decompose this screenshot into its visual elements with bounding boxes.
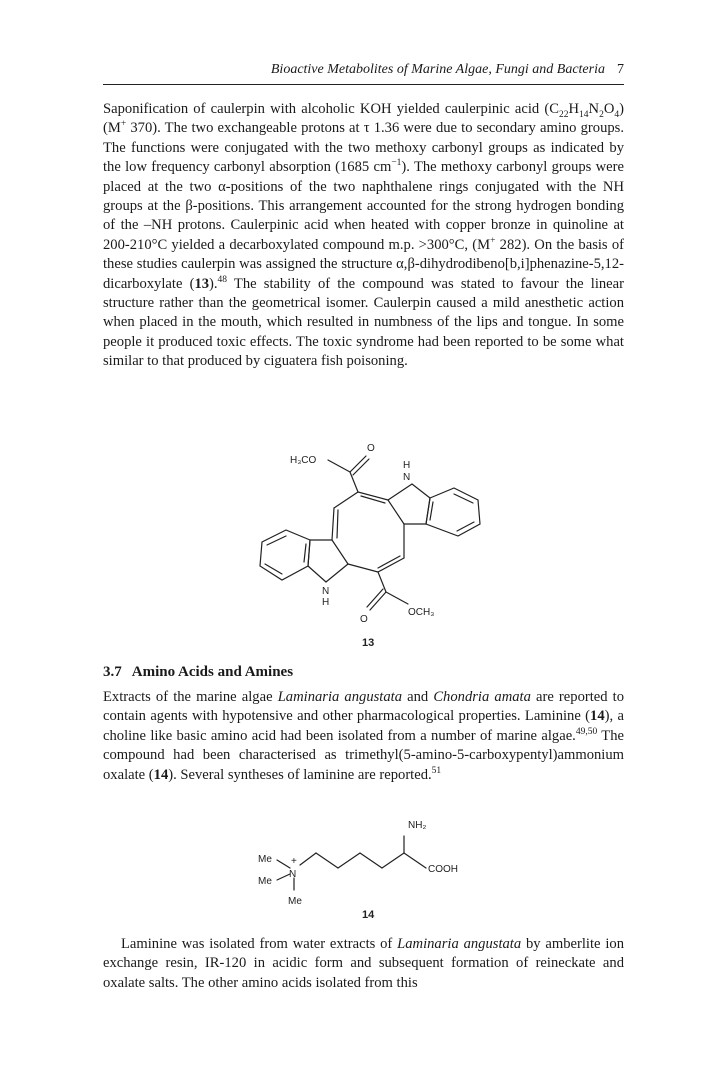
label-me-1: Me	[258, 854, 272, 865]
text-span: ). Several syntheses of laminine are reported.	[168, 766, 432, 783]
text-span: ), a choline like basic amino acid had been isolated from a number of marine algae.	[103, 708, 624, 744]
species-name: Chondria amata	[433, 689, 531, 705]
running-header	[103, 62, 624, 85]
label-h-bottom: H	[322, 597, 330, 608]
subscript: 2	[599, 109, 604, 120]
label-plus: +	[291, 856, 297, 867]
label-o-top: O	[367, 443, 375, 454]
citation-ref: 49,50	[575, 726, 598, 737]
text-span: 282). On the basis of these studies caulerpin was assigned the structure α,β-dihydrodibeno[b,i]phenazine-5,12-dicarboxylate (	[103, 236, 624, 292]
label-cooh: COOH	[428, 864, 458, 875]
structure-13-caulerpin	[240, 432, 500, 652]
text-span: Laminine was isolated from water extracts of	[121, 936, 398, 952]
text-span: O	[603, 101, 615, 117]
text-span: ). The methoxy carbonyl groups were placed at the two α-positions of the two naphthalene rings conjugated with the NH groups at the β-positions. This arrangement accounted for the strong hydrogen bonding of the –NH protons. Caulerpinic acid when heated with copper bronze in quinoline at 200-210°C yielded a decarboxylated compound m.p. >300°C, (M	[103, 159, 624, 253]
subscript: 22	[558, 109, 569, 120]
text-span: by amberlite ion exchange resin, IR-120 in acidic form and subsequent formation of reineckate and oxalate salts. The other amino acids isolated from this	[103, 936, 624, 991]
paragraph-laminine-isolation	[103, 935, 624, 993]
species-name: Laminaria angustata	[277, 689, 403, 705]
label-h-top: H	[403, 460, 411, 471]
label-nh2: NH₂	[408, 820, 427, 831]
text-span: ) (M	[103, 101, 624, 137]
section-heading	[103, 664, 293, 681]
label-och3: OCH₃	[408, 607, 435, 618]
structure-14-laminine	[250, 818, 490, 922]
paragraph-caulerpin	[103, 100, 624, 372]
text-span: The stability of the compound was stated to favour the linear structure rather than the geometrical isomer. Caulerpin caused a mild anesthetic action when placed in the mouth, which resulted in numbness of the lips and tongue. In some people it produced toxic effects. The toxic syndrome had been reported to be some what similar to that produced by ciguatera fish poisoning.	[103, 275, 624, 370]
superscript: −1	[391, 158, 402, 169]
label-n-bottom: N	[322, 586, 330, 597]
compound-ref: 13	[194, 275, 210, 292]
citation-ref: 51	[431, 765, 442, 776]
label-n-ammonium: N	[289, 869, 297, 880]
label-me-2: Me	[258, 876, 272, 887]
compound-label-14: 14	[362, 909, 375, 921]
subscript: 14	[579, 109, 589, 120]
citation-ref: 48	[217, 274, 228, 285]
section-number: 3.7	[103, 664, 122, 680]
text-span: are reported to contain agents with hypotensive and other pharmacological properties. Laminine (	[103, 689, 625, 725]
text-span: H	[568, 101, 580, 117]
label-h3co: H₃CO	[290, 455, 317, 466]
text-span: N	[588, 101, 600, 117]
compound-ref: 14	[590, 708, 605, 725]
superscript: +	[120, 119, 127, 130]
text-span: and	[402, 689, 434, 705]
superscript: +	[490, 235, 496, 246]
subscript: 4	[614, 109, 620, 120]
text-span: 370). The two exchangeable protons at τ 1.36 were due to secondary amino groups. The functions were conjugated with the two methoxy carbonyl groups as indicated by the low frequency carbonyl absorption (1685 cm	[103, 120, 624, 176]
compound-ref: 14	[153, 766, 169, 783]
text-span: ).	[209, 275, 218, 292]
running-title: Bioactive Metabolites of Marine Algae, Fungi and Bacteria	[270, 62, 605, 77]
compound-label-13: 13	[362, 637, 375, 649]
species-name: Laminaria angustata	[397, 936, 522, 952]
text-span: Saponification of caulerpin with alcoholic KOH yielded caulerpinic acid (C	[103, 101, 559, 117]
text-span: The compound had been characterised as trimethyl(5-amino-5-carboxypentyl)ammonium oxalate (	[103, 727, 624, 783]
page-number: 7	[617, 62, 624, 77]
label-n-top: N	[403, 472, 411, 483]
section-title: Amino Acids and Amines	[131, 664, 294, 680]
paragraph-amino-acids	[103, 688, 624, 785]
label-o-bottom: O	[360, 614, 368, 625]
label-me-3: Me	[288, 896, 302, 907]
text-span: Extracts of the marine algae	[103, 689, 278, 705]
